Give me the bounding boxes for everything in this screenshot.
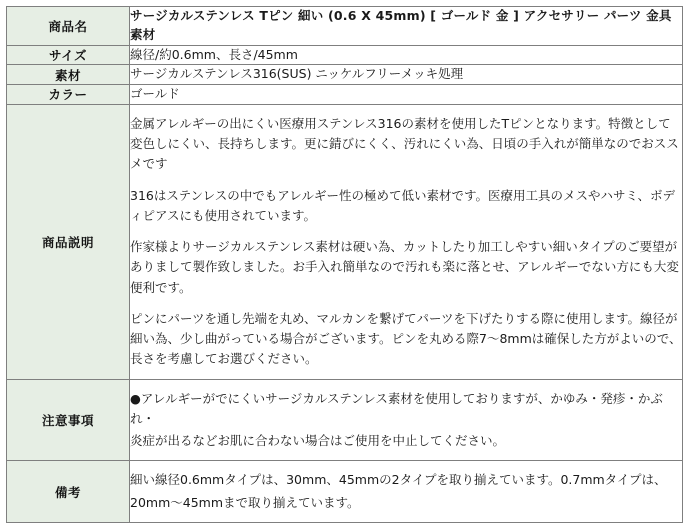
row-label-remarks: 備考 <box>7 461 130 523</box>
row-value-remarks <box>130 461 683 523</box>
table-row-product-name <box>7 7 683 46</box>
row-value-material: サージカルステンレス316(SUS) ニッケルフリーメッキ処理 <box>130 65 683 85</box>
notes-line-2: 炎症が出るなどお肌に合わない場合はご使用を中止してください。 <box>130 433 506 448</box>
row-label-notes: 注意事項 <box>7 379 130 461</box>
row-label-description: 商品説明 <box>7 104 130 379</box>
row-value-product-name: サージカルステンレス Tピン 細い (0.6 X 45mm) [ ゴールド 金 ] アクセサリー パーツ 金具 素材 <box>130 7 683 46</box>
row-label-size: サイズ <box>7 45 130 65</box>
remarks-line-2: 20mm～45mmまで取り揃えています。 <box>130 494 360 510</box>
row-value-size: 線径/約0.6mm、長さ/45mm <box>130 45 683 65</box>
row-label-material: 素材 <box>7 65 130 85</box>
table-row-color <box>7 85 683 105</box>
table-row-material <box>7 65 683 85</box>
description-paragraph-2: 316はステンレスの中でもアレルギー性の極めて低い素材です。医療用工具のメスやハサミ、ボディピアスにも使用されています。 <box>130 187 675 223</box>
row-label-product-name: 商品名 <box>7 7 130 46</box>
row-value-description <box>130 104 683 379</box>
row-value-color: ゴールド <box>130 85 683 105</box>
table-row-description <box>7 104 683 379</box>
row-value-notes <box>130 379 683 461</box>
remarks-line-1: 細い線径0.6mmタイプは、30mm、45mmの2タイプを取り揃えています。0.7mmタイプは、 <box>130 472 667 488</box>
description-paragraph-3: 作家様よりサージカルステンレス素材は硬い為、カットしたり加工しやすい細いタイプのご要望がありまして製作致しました。お手入れ簡単なので汚れも楽に落とせ、アレルギーでない方にも大変便利です。 <box>130 239 679 295</box>
table-row-size <box>7 45 683 65</box>
notes-line-1: ●アレルギーがでにくいサージカルステンレス素材を使用しておりますが、かゆみ・発疹・かぶれ・ <box>130 390 663 426</box>
description-paragraph-1: 金属アレルギーの出にくい医療用ステンレス316の素材を使用したTピンとなります。特徴として変色しにくい、長持ちします。更に錆びにくく、汚れにくい為、日頃の手入れが簡単なのでおススメです <box>130 115 679 172</box>
row-label-color: カラー <box>7 85 130 105</box>
product-spec-table <box>6 6 683 523</box>
table-row-remarks <box>7 461 683 523</box>
description-paragraph-4: ピンにパーツを通し先端を丸め、マルカンを繋げてパーツを下げたりする際に使用します。線径が細い為、少し曲がっている場合がございます。ピンを丸める際7～8mmは確保した方がよいので、長さを考慮してお選びください。 <box>130 310 682 367</box>
table-row-notes <box>7 379 683 461</box>
